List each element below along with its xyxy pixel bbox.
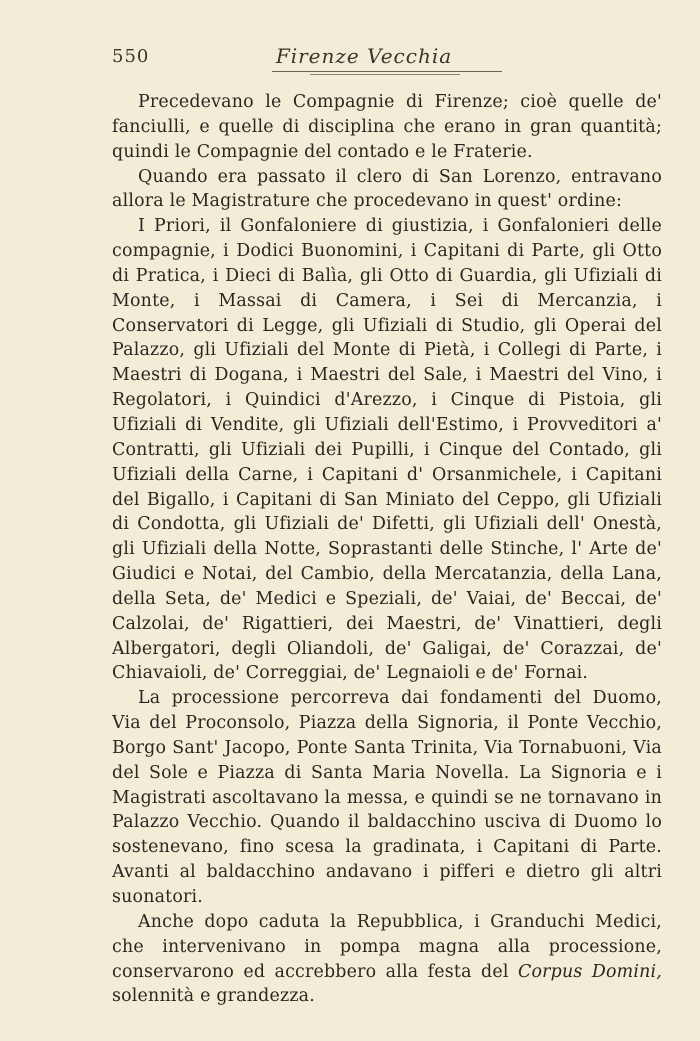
paragraph-magistrates: I Priori, il Gonfaloniere di giustizia, i Gonfalonieri delle compagnie, i Dodici Buonomini, i Capitani di Parte, gli Otto di Pratica, i Dieci di Balìa, gli Otto di Guardia, gli Ufiziali di Monte, i Massai di Camera, i Sei di Mercanzia, i Conservatori di Legge, gli Ufiziali di Studio, gli Operai del Palazzo, gli Ufiziali del Monte di Pietà, i Collegi di Parte, i Maestri di Dogana, i Maestri del Sale, i Maestri del Vino, i Regolatori, i Quindici d'Arezzo, i Cinque di Pistoia, gli Ufiziali di Vendite, gli Ufiziali dell'Estimo, i Provveditori a' Contratti, gli Ufiziali dei Pupilli, i Cinque del Contado, gli Ufiziali della Carne, i Capitani d' Orsanmichele, i Capitani del Bigallo, i Capitani di San Miniato del Ceppo, gli Ufiziali di Condotta, gli Ufiziali de' Difetti, gli Ufiziali dell' Onestà, gli Ufiziali della Notte, Soprastanti delle Stinche, l' Arte de' Giudici e Notai, del Cambio, della Mercatanzia, della Lana, della Seta, de' Medici e Speziali, de' Vaiai, de' Beccai, de' Calzolai, de' Rigattieri, dei Maestri, de' Vinattieri, degli Albergatori, degli Oliandoli, de' Galigai, de' Corazzai, de' Chiavaioli, de' Correggiai, de' Legnaioli e de' Fornai. bbox=[112, 216, 662, 684]
last-paragraph-text-after: solennità e grandezza. bbox=[112, 986, 315, 1007]
body-text bbox=[112, 90, 662, 1009]
running-title: Firenze Vecchia bbox=[275, 44, 453, 68]
page-header bbox=[0, 42, 700, 72]
paragraph-clergy: Quando era passato il clero di San Lorenzo, entravano allora le Magistrature che procedevano in quest' ordine: bbox=[112, 166, 662, 212]
header-rule bbox=[272, 71, 502, 72]
page-number: 550 bbox=[112, 46, 150, 67]
paragraph-companies: Precedevano le Compagnie di Firenze; cioè quelle de' fanciulli, e quelle di disciplina che erano in gran quantità; quindi le Compagnie del contado e le Fraterie. bbox=[112, 92, 662, 162]
last-paragraph-text-before: Anche dopo caduta la Repubblica, i Granduchi Medici, che intervenivano in pompa magna alla processione, conservarono ed accrebbero alla festa del bbox=[112, 911, 662, 982]
corpus-domini-italic: Corpus Domini, bbox=[517, 961, 662, 982]
paragraph-granduchi bbox=[112, 910, 662, 1009]
paragraph-procession-route: La processione percorreva dai fondamenti del Duomo, Via del Proconsolo, Piazza della Signoria, il Ponte Vecchio, Borgo Sant' Jacopo, Ponte Santa Trinita, Via Tornabuoni, Via del Sole e Piazza di Santa Maria Novella. La Signoria e i Magistrati ascoltavano la messa, e quindi se ne tornavano in Palazzo Vecchio. Quando il baldacchino usciva di Duomo lo sostenevano, fino scesa la gradinata, i Capitani di Parte. Avanti al baldacchino andavano i pifferi e dietro gli altri suonatori. bbox=[112, 688, 662, 907]
header-rule-secondary bbox=[310, 74, 460, 75]
